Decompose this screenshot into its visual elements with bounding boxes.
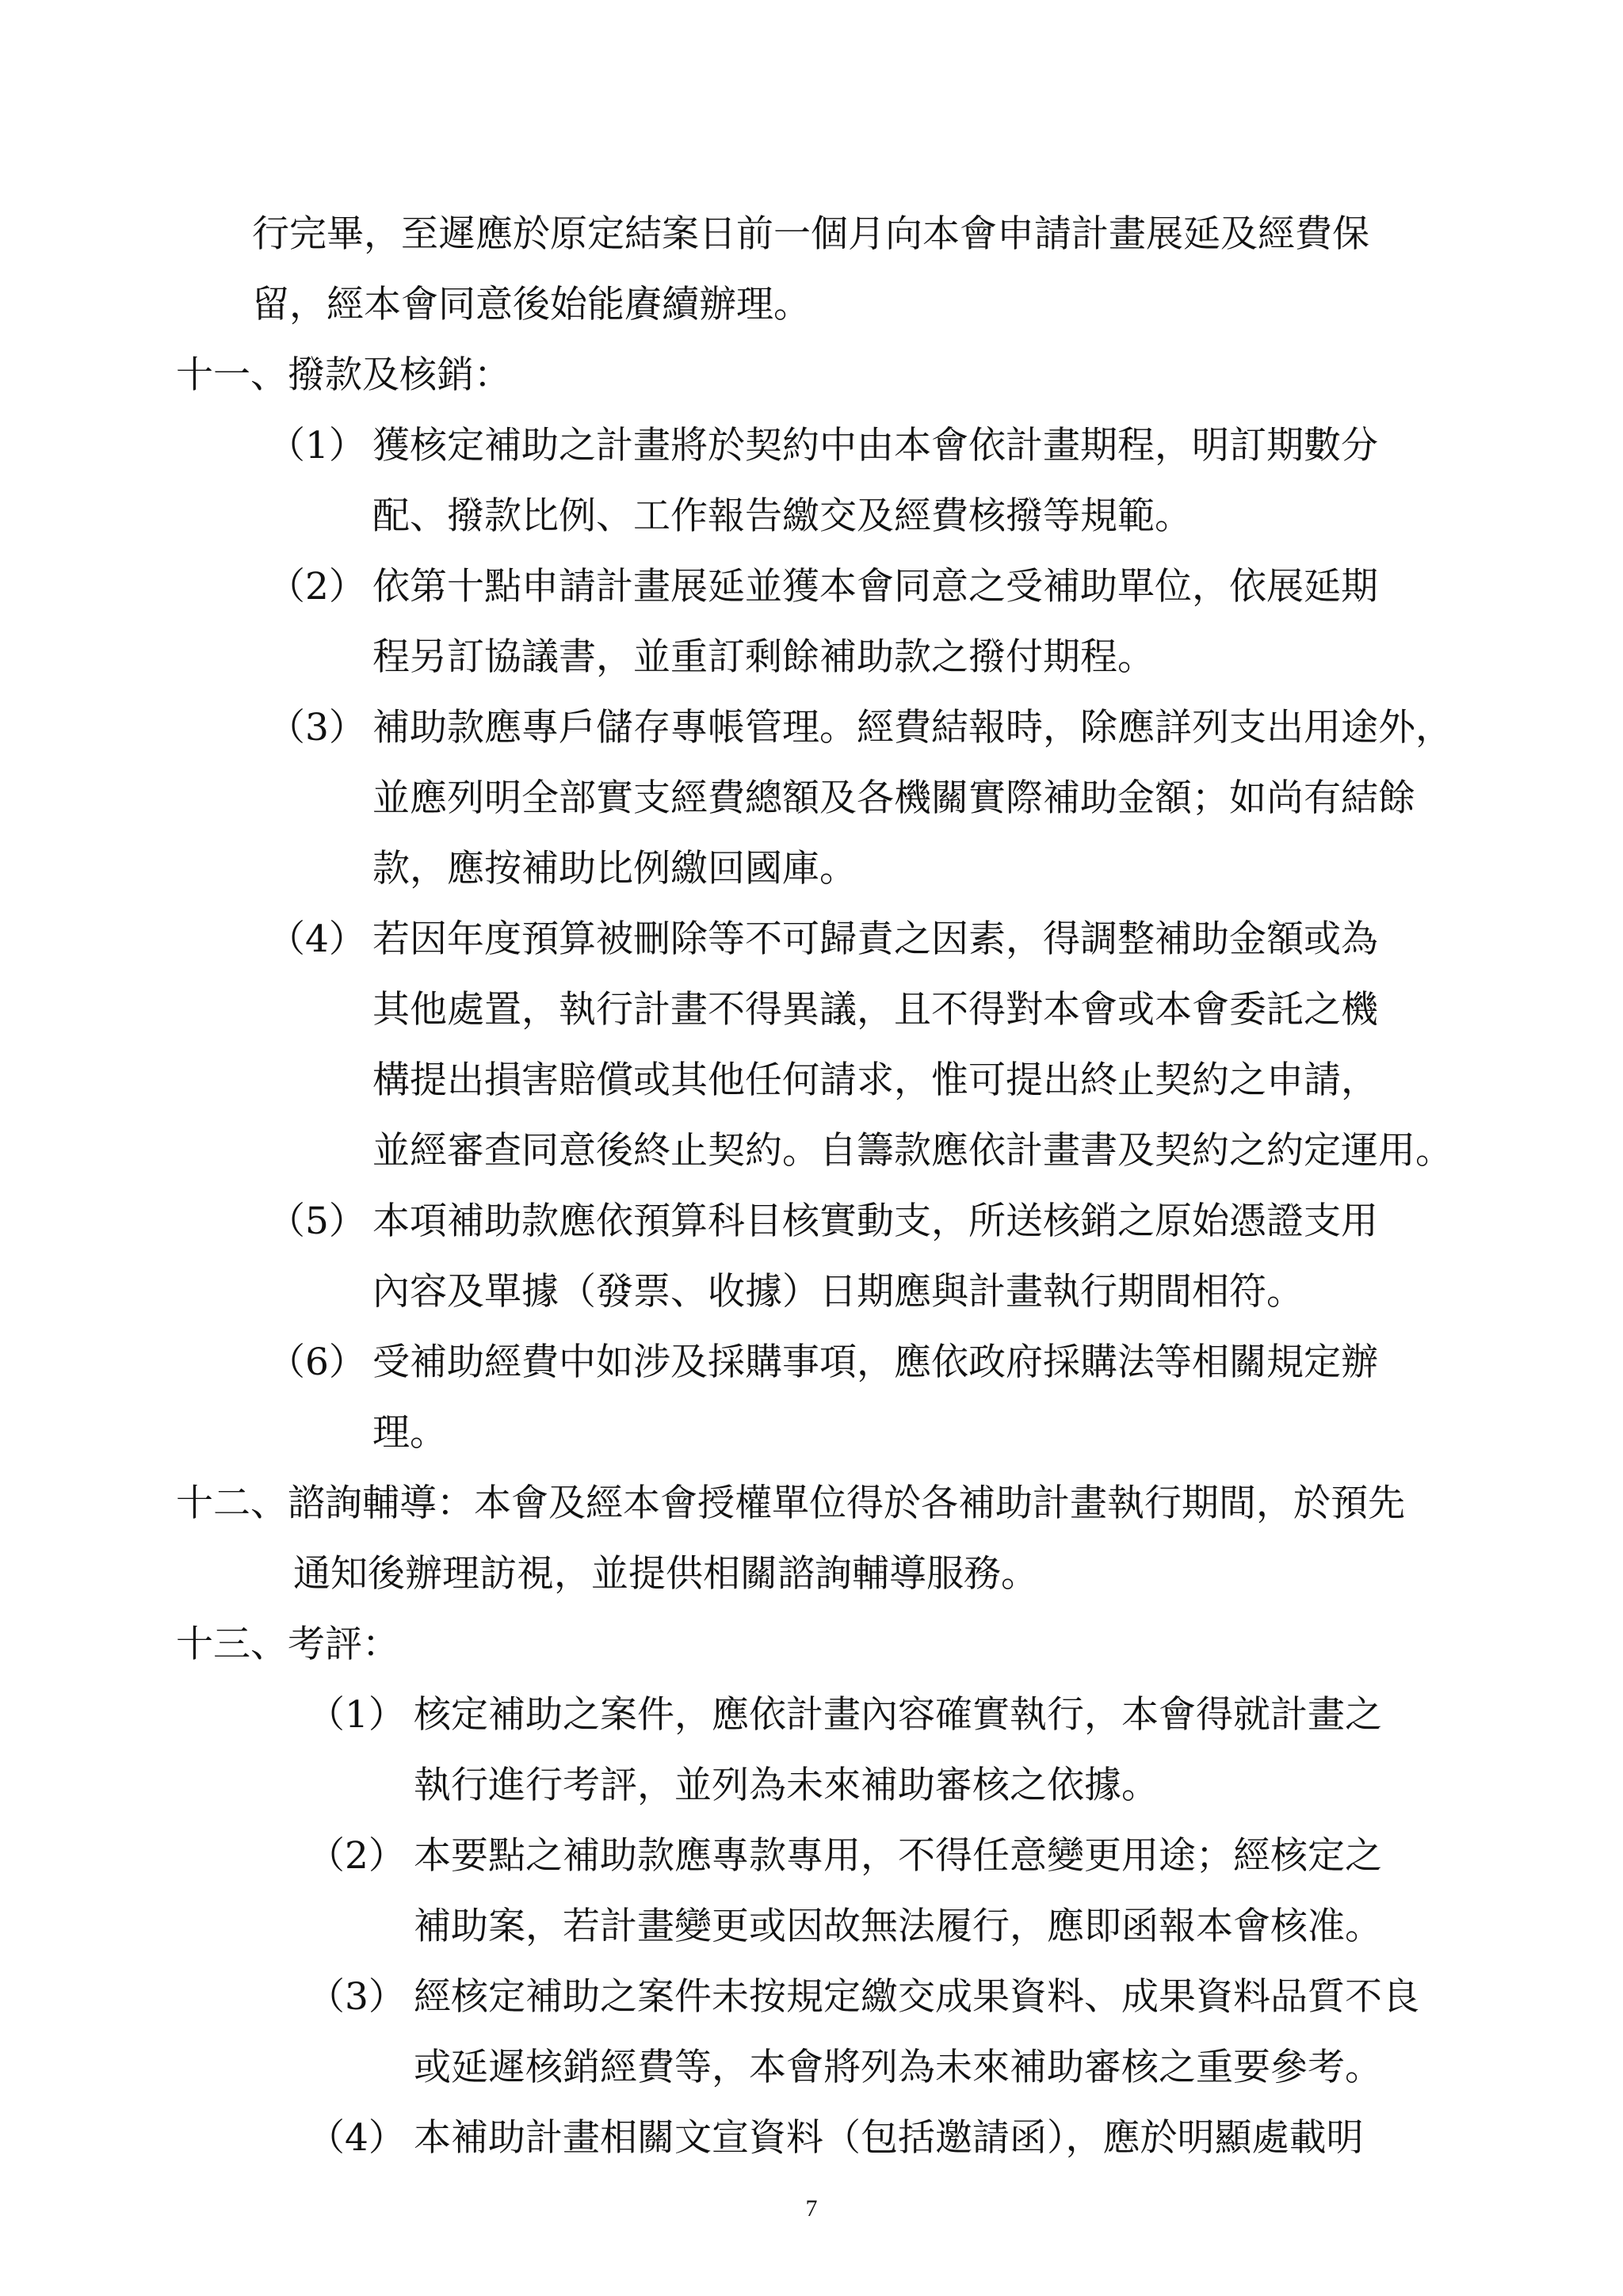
s11-item-1-number: （1） bbox=[268, 424, 366, 467]
s11-item-4-line-3: 構提出損害賠償或其他任何請求，惟可提出終止契約之申請， bbox=[372, 1058, 1378, 1102]
s11-item-1-line-1: 獲核定補助之計畫將於契約中由本會依計畫期程，明訂期數分 bbox=[372, 424, 1378, 467]
section-12-heading: 十二、諮詢輔導：本會及經本會授權單位得於各補助計畫執行期間，於預先 bbox=[176, 1482, 1405, 1525]
s13-item-1-number: （1） bbox=[307, 1693, 406, 1737]
s11-item-4-number: （4） bbox=[268, 917, 366, 961]
s13-item-3-line-2: 或延遲核銷經費等，本會將列為未來補助審核之重要參考。 bbox=[414, 2046, 1382, 2089]
s11-item-6-line-2: 理。 bbox=[372, 1411, 447, 1455]
s11-item-5-line-2: 內容及單據（發票、收據）日期應與計畫執行期間相符。 bbox=[372, 1270, 1304, 1314]
s11-item-3-line-3: 款，應按補助比例繳回國庫。 bbox=[372, 847, 857, 891]
s11-item-3-line-2: 並應列明全部實支經費總額及各機關實際補助金額；如尚有結餘 bbox=[372, 776, 1415, 820]
section-11-heading: 十一、撥款及核銷： bbox=[176, 353, 511, 397]
s13-item-4-number: （4） bbox=[307, 2116, 406, 2160]
s13-item-3-number: （3） bbox=[307, 1975, 406, 2019]
s13-item-2-line-2: 補助案，若計畫變更或因故無法履行，應即函報本會核准。 bbox=[414, 1905, 1382, 1948]
s11-item-6-number: （6） bbox=[268, 1341, 366, 1384]
s13-item-4-line-1: 本補助計畫相關文宣資料（包括邀請函），應於明顯處載明 bbox=[414, 2116, 1364, 2160]
s13-item-2-number: （2） bbox=[307, 1834, 406, 1878]
s11-item-3-line-1: 補助款應專戶儲存專帳管理。經費結報時，除應詳列支出用途外， bbox=[372, 706, 1453, 749]
s13-item-2-line-1: 本要點之補助款應專款專用，不得任意變更用途；經核定之 bbox=[414, 1834, 1382, 1878]
s11-item-1-line-2: 配、撥款比例、工作報告繳交及經費核撥等規範。 bbox=[372, 494, 1192, 538]
s11-item-2-line-1: 依第十點申請計畫展延並獲本會同意之受補助單位，依展延期 bbox=[372, 565, 1378, 608]
s11-item-2-number: （2） bbox=[268, 565, 366, 608]
s13-item-1-line-1: 核定補助之案件，應依計畫內容確實執行，本會得就計畫之 bbox=[414, 1693, 1382, 1737]
s11-item-5-number: （5） bbox=[268, 1199, 366, 1243]
s13-item-3-line-1: 經核定補助之案件未按規定繳交成果資料、成果資料品質不良 bbox=[414, 1975, 1419, 2019]
s11-item-4-line-4: 並經審查同意後終止契約。自籌款應依計畫書及契約之約定運用。 bbox=[372, 1129, 1453, 1173]
s11-item-4-line-2: 其他處置，執行計畫不得異議，且不得對本會或本會委託之機 bbox=[372, 988, 1378, 1032]
continuation-line-1: 行完畢，至遲應於原定結案日前一個月向本會申請計畫展延及經費保 bbox=[252, 212, 1369, 256]
s11-item-6-line-1: 受補助經費中如涉及採購事項，應依政府採購法等相關規定辦 bbox=[372, 1341, 1378, 1384]
page-number: 7 bbox=[805, 2195, 818, 2222]
s11-item-5-line-1: 本項補助款應依預算科目核實動支，所送核銷之原始憑證支用 bbox=[372, 1199, 1378, 1243]
section-13-heading: 十三、考評： bbox=[176, 1623, 399, 1666]
s11-item-3-number: （3） bbox=[268, 706, 366, 749]
s11-item-2-line-2: 程另訂協議書，並重訂剩餘補助款之撥付期程。 bbox=[372, 635, 1155, 679]
s11-item-4-line-1: 若因年度預算被刪除等不可歸責之因素，得調整補助金額或為 bbox=[372, 917, 1378, 961]
section-12-continuation: 通知後辦理訪視，並提供相關諮詢輔導服務。 bbox=[293, 1552, 1038, 1596]
continuation-line-2: 留，經本會同意後始能賡續辦理。 bbox=[252, 283, 811, 326]
s13-item-1-line-2: 執行進行考評，並列為未來補助審核之依據。 bbox=[414, 1764, 1159, 1807]
